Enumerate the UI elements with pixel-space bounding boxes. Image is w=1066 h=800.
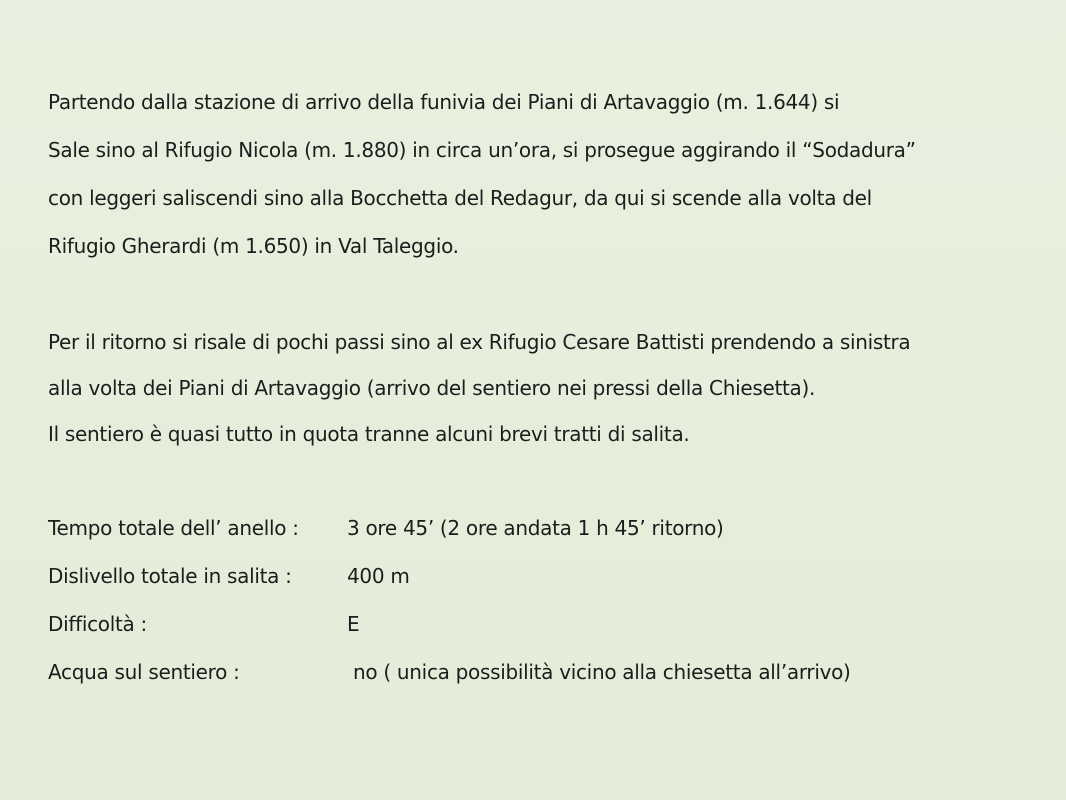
info-row-difficulty — [48, 600, 1038, 648]
paragraph1-line-1: Partendo dalla stazione di arrivo della funivia dei Piani di Artavaggio (m. 1.644) si — [48, 90, 840, 114]
paragraph2-line-1: Per il ritorno si risale di pochi passi sino al ex Rifugio Cesare Battisti prendendo a sinistra — [48, 330, 911, 354]
info-row-elevation — [48, 552, 1038, 600]
info-value-difficulty: E — [347, 612, 360, 636]
info-label-water: Acqua sul sentiero : — [48, 660, 240, 684]
info-value-elevation: 400 m — [347, 564, 410, 588]
info-value-water: no ( unica possibilità vicino alla chiesetta all’arrivo) — [353, 660, 851, 684]
paragraph2-line-3: Il sentiero è quasi tutto in quota tranne alcuni brevi tratti di salita. — [48, 422, 690, 446]
info-label-elevation: Dislivello totale in salita : — [48, 564, 292, 588]
info-value-duration: 3 ore 45’ (2 ore andata 1 h 45’ ritorno) — [347, 516, 724, 540]
paragraph2-line-2: alla volta dei Piani di Artavaggio (arrivo del sentiero nei pressi della Chiesetta). — [48, 376, 816, 400]
paragraph-spacer — [48, 456, 1038, 504]
info-row-water — [48, 648, 1038, 696]
info-label-difficulty: Difficoltà : — [48, 612, 147, 636]
info-row-duration — [48, 504, 1038, 552]
slide-text — [48, 78, 1038, 696]
info-label-duration: Tempo totale dell’ anello : — [48, 516, 299, 540]
paragraph1-line-2: Sale sino al Rifugio Nicola (m. 1.880) in circa un’ora, si prosegue aggirando il “Sodadura” — [48, 138, 916, 162]
paragraph1-line-4: Rifugio Gherardi (m 1.650) in Val Taleggio. — [48, 234, 459, 258]
paragraph-spacer — [48, 270, 1038, 318]
paragraph1-line-3: con leggeri saliscendi sino alla Bocchetta del Redagur, da qui si scende alla volta del — [48, 186, 872, 210]
